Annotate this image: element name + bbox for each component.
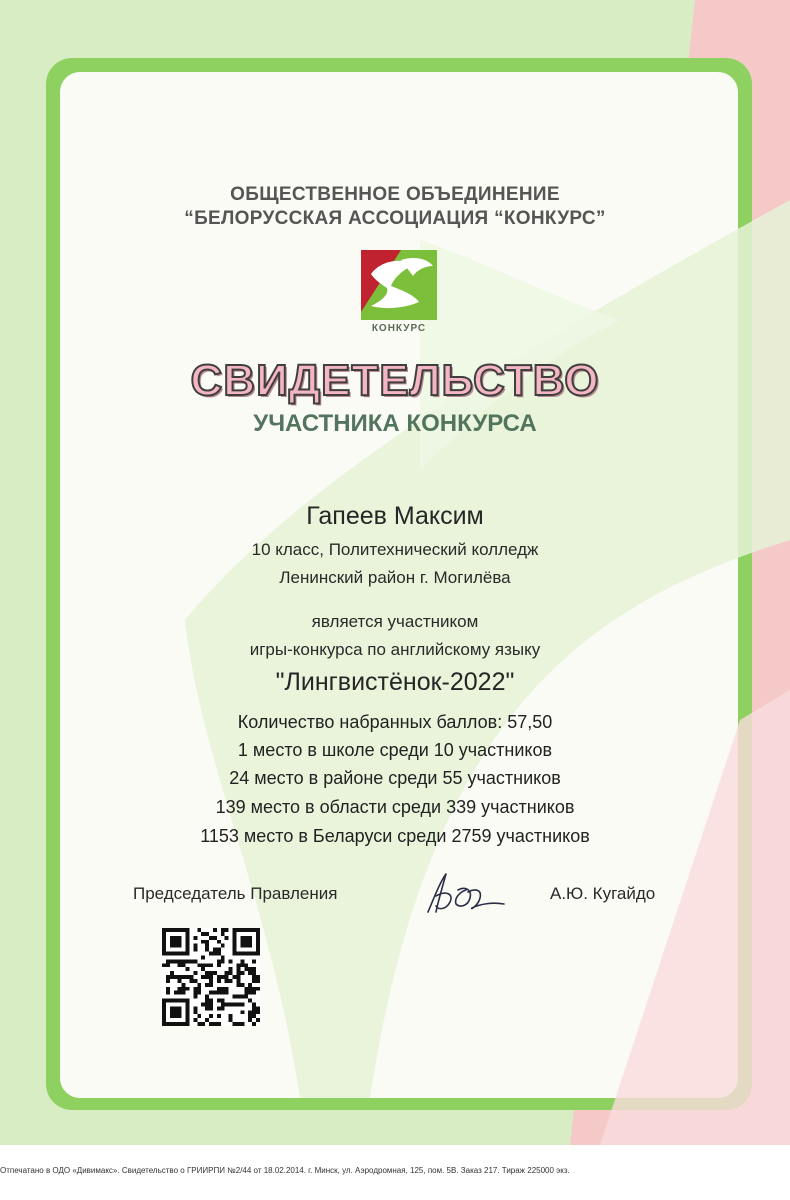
participant-district: Ленинский район г. Могилёва: [279, 568, 511, 587]
score-line: Количество набранных баллов: 57,50: [237, 712, 553, 732]
certificate-subtitle: УЧАСТНИКА КОНКУРСА: [253, 410, 537, 437]
signatory-name: А.Ю. Кугайдо: [550, 884, 656, 903]
logo-label: КОНКУРС: [371, 323, 427, 334]
handwritten-signature-icon: [420, 868, 510, 918]
contest-name: "Лингвистёнок-2022": [275, 668, 515, 696]
statement-line-2: игры-конкурса по английскому языку: [249, 640, 541, 659]
print-footer: Отпечатано в ОДО «Дивимакс». Свидетельство о ГРИИРПИ №2/44 от 18.02.2014. г. Минск, ул. Аэродромная, 125, пом. 5В. Заказ 217. Тираж 225000 экз.: [0, 1166, 570, 1175]
organization-line-1: ОБЩЕСТВЕННОЕ ОБЪЕДИНЕНИЕ: [230, 184, 560, 205]
district-place: 24 место в районе среди 55 участников: [229, 768, 561, 788]
participant-school: 10 класс, Политехнический колледж: [251, 540, 539, 559]
organization-line-2: “БЕЛОРУССКАЯ АССОЦИАЦИЯ “КОНКУРС”: [184, 208, 606, 229]
school-place: 1 место в школе среди 10 участников: [237, 740, 553, 760]
signatory-position: Председатель Правления: [133, 884, 338, 903]
qr-code-icon[interactable]: [162, 928, 260, 1026]
region-place: 139 место в области среди 339 участников: [215, 797, 575, 817]
participant-name: Гапеев Максим: [306, 502, 484, 530]
certificate-title: СВИДЕТЕЛЬСТВО: [190, 356, 600, 405]
country-place: 1153 место в Беларуси среди 2759 участников: [200, 826, 590, 846]
statement-line-1: является участником: [311, 612, 479, 631]
